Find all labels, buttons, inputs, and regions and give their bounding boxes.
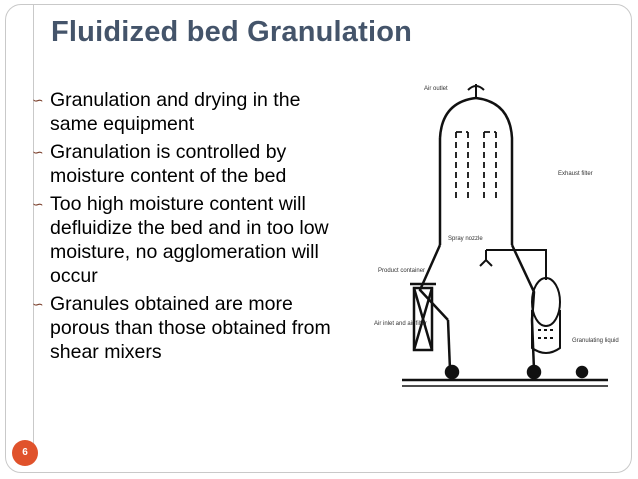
- product-container-label: Product container: [378, 268, 426, 274]
- air-outlet-pipe: [468, 84, 484, 98]
- bullet-text: Granulation and drying in the same equipment: [50, 89, 301, 135]
- bullet-item: [32, 292, 350, 364]
- bullet-marker-icon: ∽: [32, 196, 44, 212]
- bullet-item: [32, 192, 350, 288]
- bullet-marker-icon: ∽: [32, 144, 44, 160]
- bullet-item: [32, 88, 350, 136]
- exhaust-filter-bags: [456, 132, 496, 198]
- bullet-text: Too high moisture content will defluidize the bed and in too low moisture, no agglomeration will occur: [50, 193, 329, 287]
- page-number-badge: 6: [12, 440, 38, 466]
- bullet-text: Granulation is controlled by moisture content of the bed: [50, 141, 287, 187]
- air-outlet-label: Air outlet: [424, 86, 448, 92]
- equipment-base: [402, 366, 608, 386]
- bullet-text: Granules obtained are more porous than those obtained from shear mixers: [50, 293, 331, 363]
- granulator-vessel: [420, 98, 534, 370]
- air-inlet-label: Air inlet and air filter: [374, 321, 428, 327]
- bullet-marker-icon: ∽: [32, 92, 44, 108]
- exhaust-filter-label: Exhaust filter: [558, 171, 593, 177]
- spray-nozzle-label: Spray nozzle: [448, 236, 483, 242]
- bullet-marker-icon: ∽: [32, 296, 44, 312]
- bullet-list: [32, 88, 350, 364]
- granulating-liquid-label: Granulating liquid: [572, 338, 619, 344]
- granulating-liquid-reservoir: [532, 278, 560, 353]
- spray-nozzle: [480, 250, 546, 280]
- slide-title: Fluidized bed Granulation: [51, 16, 413, 48]
- bullet-item: [32, 140, 350, 188]
- fluid-bed-granulator-diagram: [358, 80, 620, 400]
